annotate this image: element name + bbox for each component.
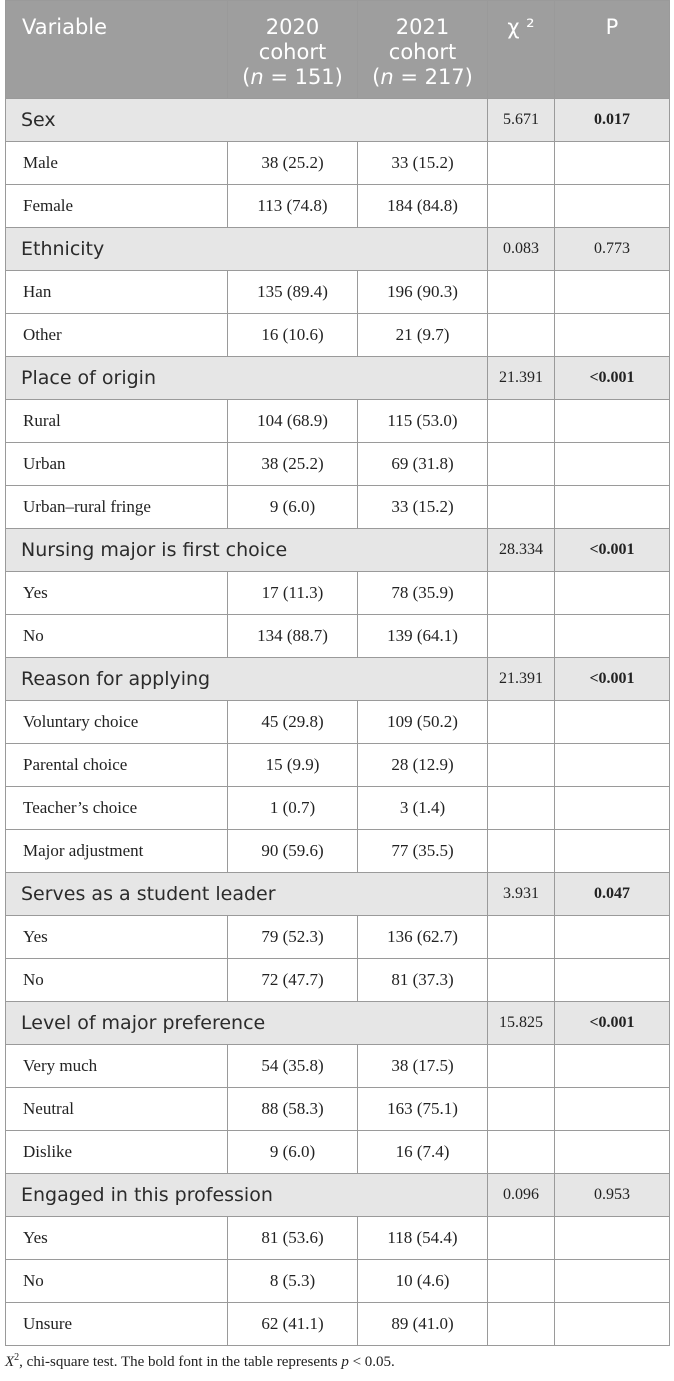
row-label: Neutral: [6, 1088, 228, 1131]
table-row: [6, 1088, 670, 1131]
row-label: Urban: [6, 443, 228, 486]
row-2021-value: 78 (35.9): [358, 572, 488, 615]
table-row: [6, 314, 670, 357]
group-chi-square: 21.391: [488, 658, 555, 701]
row-chi-empty: [488, 701, 555, 744]
row-p-empty: [555, 443, 670, 486]
row-p-empty: [555, 615, 670, 658]
row-label: Very much: [6, 1045, 228, 1088]
row-2020-value: 81 (53.6): [228, 1217, 358, 1260]
row-label: Teacher’s choice: [6, 787, 228, 830]
row-2020-value: 113 (74.8): [228, 185, 358, 228]
group-row: [6, 529, 670, 572]
table-row: [6, 486, 670, 529]
row-p-empty: [555, 1045, 670, 1088]
row-2020-value: 38 (25.2): [228, 142, 358, 185]
group-p-value: <0.001: [555, 529, 670, 572]
row-2020-value: 9 (6.0): [228, 1131, 358, 1174]
row-chi-empty: [488, 443, 555, 486]
row-2021-value: 115 (53.0): [358, 400, 488, 443]
row-2021-value: 196 (90.3): [358, 271, 488, 314]
group-p-value: 0.953: [555, 1174, 670, 1217]
footnote-x: X: [5, 1354, 15, 1370]
row-p-empty: [555, 486, 670, 529]
row-label: Voluntary choice: [6, 701, 228, 744]
row-2020-value: 88 (58.3): [228, 1088, 358, 1131]
group-p-value: 0.773: [555, 228, 670, 271]
row-chi-empty: [488, 830, 555, 873]
row-p-empty: [555, 185, 670, 228]
row-2021-value: 69 (31.8): [358, 443, 488, 486]
header-2020-line1: 2020: [265, 15, 320, 39]
table-row: [6, 1217, 670, 1260]
header-2021-cohort: [358, 1, 488, 99]
row-2020-value: 16 (10.6): [228, 314, 358, 357]
footnote-text-1: , chi-square test. The bold font in the table represents: [19, 1354, 342, 1370]
group-p-value: 0.017: [555, 99, 670, 142]
row-2020-value: 79 (52.3): [228, 916, 358, 959]
row-2021-value: 89 (41.0): [358, 1303, 488, 1346]
group-chi-square: 3.931: [488, 873, 555, 916]
row-label: Dislike: [6, 1131, 228, 1174]
row-p-empty: [555, 271, 670, 314]
table-row: [6, 959, 670, 1002]
row-p-empty: [555, 830, 670, 873]
row-2021-value: 28 (12.9): [358, 744, 488, 787]
row-2021-value: 3 (1.4): [358, 787, 488, 830]
group-chi-square: 15.825: [488, 1002, 555, 1045]
row-chi-empty: [488, 615, 555, 658]
table-row: [6, 787, 670, 830]
row-label: No: [6, 615, 228, 658]
row-chi-empty: [488, 916, 555, 959]
group-p-value: 0.047: [555, 873, 670, 916]
row-2021-value: 118 (54.4): [358, 1217, 488, 1260]
table-row: [6, 400, 670, 443]
group-chi-square: 21.391: [488, 357, 555, 400]
row-2020-value: 1 (0.7): [228, 787, 358, 830]
table-row: [6, 701, 670, 744]
table-container: [5, 0, 669, 1346]
group-p-value: <0.001: [555, 357, 670, 400]
table-row: [6, 572, 670, 615]
group-chi-square: 5.671: [488, 99, 555, 142]
row-p-empty: [555, 142, 670, 185]
header-2021-line2: cohort: [388, 40, 457, 64]
header-2020-cohort: [228, 1, 358, 99]
row-chi-empty: [488, 142, 555, 185]
row-2021-value: 33 (15.2): [358, 486, 488, 529]
row-label: Major adjustment: [6, 830, 228, 873]
row-label: Male: [6, 142, 228, 185]
table-row: [6, 1045, 670, 1088]
header-chi-square: χ ²: [488, 1, 555, 99]
row-label: No: [6, 959, 228, 1002]
group-name: Nursing major is first choice: [6, 529, 488, 572]
row-p-empty: [555, 744, 670, 787]
row-2020-value: 90 (59.6): [228, 830, 358, 873]
row-label: Yes: [6, 572, 228, 615]
header-2021-line1: 2021: [395, 15, 450, 39]
row-2020-value: 72 (47.7): [228, 959, 358, 1002]
row-2020-value: 8 (5.3): [228, 1260, 358, 1303]
group-name: Ethnicity: [6, 228, 488, 271]
row-label: Yes: [6, 916, 228, 959]
row-chi-empty: [488, 1303, 555, 1346]
group-name: Reason for applying: [6, 658, 488, 701]
group-name: Sex: [6, 99, 488, 142]
table-body: [6, 99, 670, 1346]
row-2021-value: 136 (62.7): [358, 916, 488, 959]
row-p-empty: [555, 701, 670, 744]
row-2021-value: 10 (4.6): [358, 1260, 488, 1303]
header-2021-n-open: (: [372, 65, 381, 89]
data-table: [5, 0, 670, 1346]
row-chi-empty: [488, 744, 555, 787]
group-name: Serves as a student leader: [6, 873, 488, 916]
row-chi-empty: [488, 1045, 555, 1088]
row-p-empty: [555, 959, 670, 1002]
row-2021-value: 38 (17.5): [358, 1045, 488, 1088]
header-2021-n-var: n: [380, 65, 394, 89]
row-p-empty: [555, 1088, 670, 1131]
row-chi-empty: [488, 1260, 555, 1303]
row-label: Rural: [6, 400, 228, 443]
row-2021-value: 139 (64.1): [358, 615, 488, 658]
header-variable: Variable: [6, 1, 228, 99]
row-2021-value: 77 (35.5): [358, 830, 488, 873]
row-p-empty: [555, 1303, 670, 1346]
row-chi-empty: [488, 486, 555, 529]
header-2021-n: [358, 65, 487, 90]
row-chi-empty: [488, 314, 555, 357]
row-2020-value: 134 (88.7): [228, 615, 358, 658]
footnote-sup: 2: [14, 1352, 20, 1363]
row-chi-empty: [488, 400, 555, 443]
header-2020-n-rest: = 151): [263, 65, 343, 89]
row-2021-value: 109 (50.2): [358, 701, 488, 744]
row-label: Other: [6, 314, 228, 357]
row-p-empty: [555, 787, 670, 830]
table-row: [6, 615, 670, 658]
table-row: [6, 830, 670, 873]
row-p-empty: [555, 400, 670, 443]
row-p-empty: [555, 1260, 670, 1303]
row-chi-empty: [488, 1131, 555, 1174]
table-row: [6, 1260, 670, 1303]
row-2021-value: 21 (9.7): [358, 314, 488, 357]
group-name: Level of major preference: [6, 1002, 488, 1045]
row-p-empty: [555, 916, 670, 959]
row-label: Urban–rural fringe: [6, 486, 228, 529]
footnote-text-2: < 0.05.: [348, 1354, 395, 1370]
table-row: [6, 271, 670, 314]
header-2020-n-var: n: [250, 65, 264, 89]
row-p-empty: [555, 572, 670, 615]
header-2020-n-open: (: [242, 65, 251, 89]
row-2020-value: 45 (29.8): [228, 701, 358, 744]
table-header-row: [6, 1, 670, 99]
row-2021-value: 33 (15.2): [358, 142, 488, 185]
row-2021-value: 16 (7.4): [358, 1131, 488, 1174]
footnote-p: p: [341, 1354, 349, 1370]
group-row: [6, 1002, 670, 1045]
table-row: [6, 1131, 670, 1174]
row-2021-value: 163 (75.1): [358, 1088, 488, 1131]
row-2020-value: 135 (89.4): [228, 271, 358, 314]
group-chi-square: 28.334: [488, 529, 555, 572]
group-row: [6, 228, 670, 271]
row-chi-empty: [488, 271, 555, 314]
row-2020-value: 54 (35.8): [228, 1045, 358, 1088]
row-label: Female: [6, 185, 228, 228]
header-p-value: P: [555, 1, 670, 99]
group-row: [6, 357, 670, 400]
row-2020-value: 17 (11.3): [228, 572, 358, 615]
row-label: Unsure: [6, 1303, 228, 1346]
table-row: [6, 142, 670, 185]
row-label: No: [6, 1260, 228, 1303]
row-chi-empty: [488, 572, 555, 615]
table-row: [6, 443, 670, 486]
header-2021-n-rest: = 217): [393, 65, 473, 89]
row-chi-empty: [488, 1217, 555, 1260]
header-2020-line2: cohort: [258, 40, 327, 64]
row-2020-value: 38 (25.2): [228, 443, 358, 486]
group-p-value: <0.001: [555, 1002, 670, 1045]
header-2020-n: [228, 65, 357, 90]
group-chi-square: 0.096: [488, 1174, 555, 1217]
row-label: Han: [6, 271, 228, 314]
row-label: Parental choice: [6, 744, 228, 787]
table-row: [6, 1303, 670, 1346]
group-row: [6, 658, 670, 701]
row-2020-value: 15 (9.9): [228, 744, 358, 787]
group-row: [6, 1174, 670, 1217]
row-2020-value: 104 (68.9): [228, 400, 358, 443]
group-p-value: <0.001: [555, 658, 670, 701]
group-row: [6, 873, 670, 916]
row-2020-value: 62 (41.1): [228, 1303, 358, 1346]
table-row: [6, 185, 670, 228]
group-row: [6, 99, 670, 142]
table-footnote: [5, 1352, 395, 1371]
row-p-empty: [555, 1217, 670, 1260]
row-p-empty: [555, 1131, 670, 1174]
table-row: [6, 744, 670, 787]
group-name: Place of origin: [6, 357, 488, 400]
row-chi-empty: [488, 959, 555, 1002]
table-row: [6, 916, 670, 959]
row-p-empty: [555, 314, 670, 357]
row-chi-empty: [488, 787, 555, 830]
group-chi-square: 0.083: [488, 228, 555, 271]
row-chi-empty: [488, 1088, 555, 1131]
group-name: Engaged in this profession: [6, 1174, 488, 1217]
row-2021-value: 81 (37.3): [358, 959, 488, 1002]
row-2021-value: 184 (84.8): [358, 185, 488, 228]
row-2020-value: 9 (6.0): [228, 486, 358, 529]
row-chi-empty: [488, 185, 555, 228]
row-label: Yes: [6, 1217, 228, 1260]
